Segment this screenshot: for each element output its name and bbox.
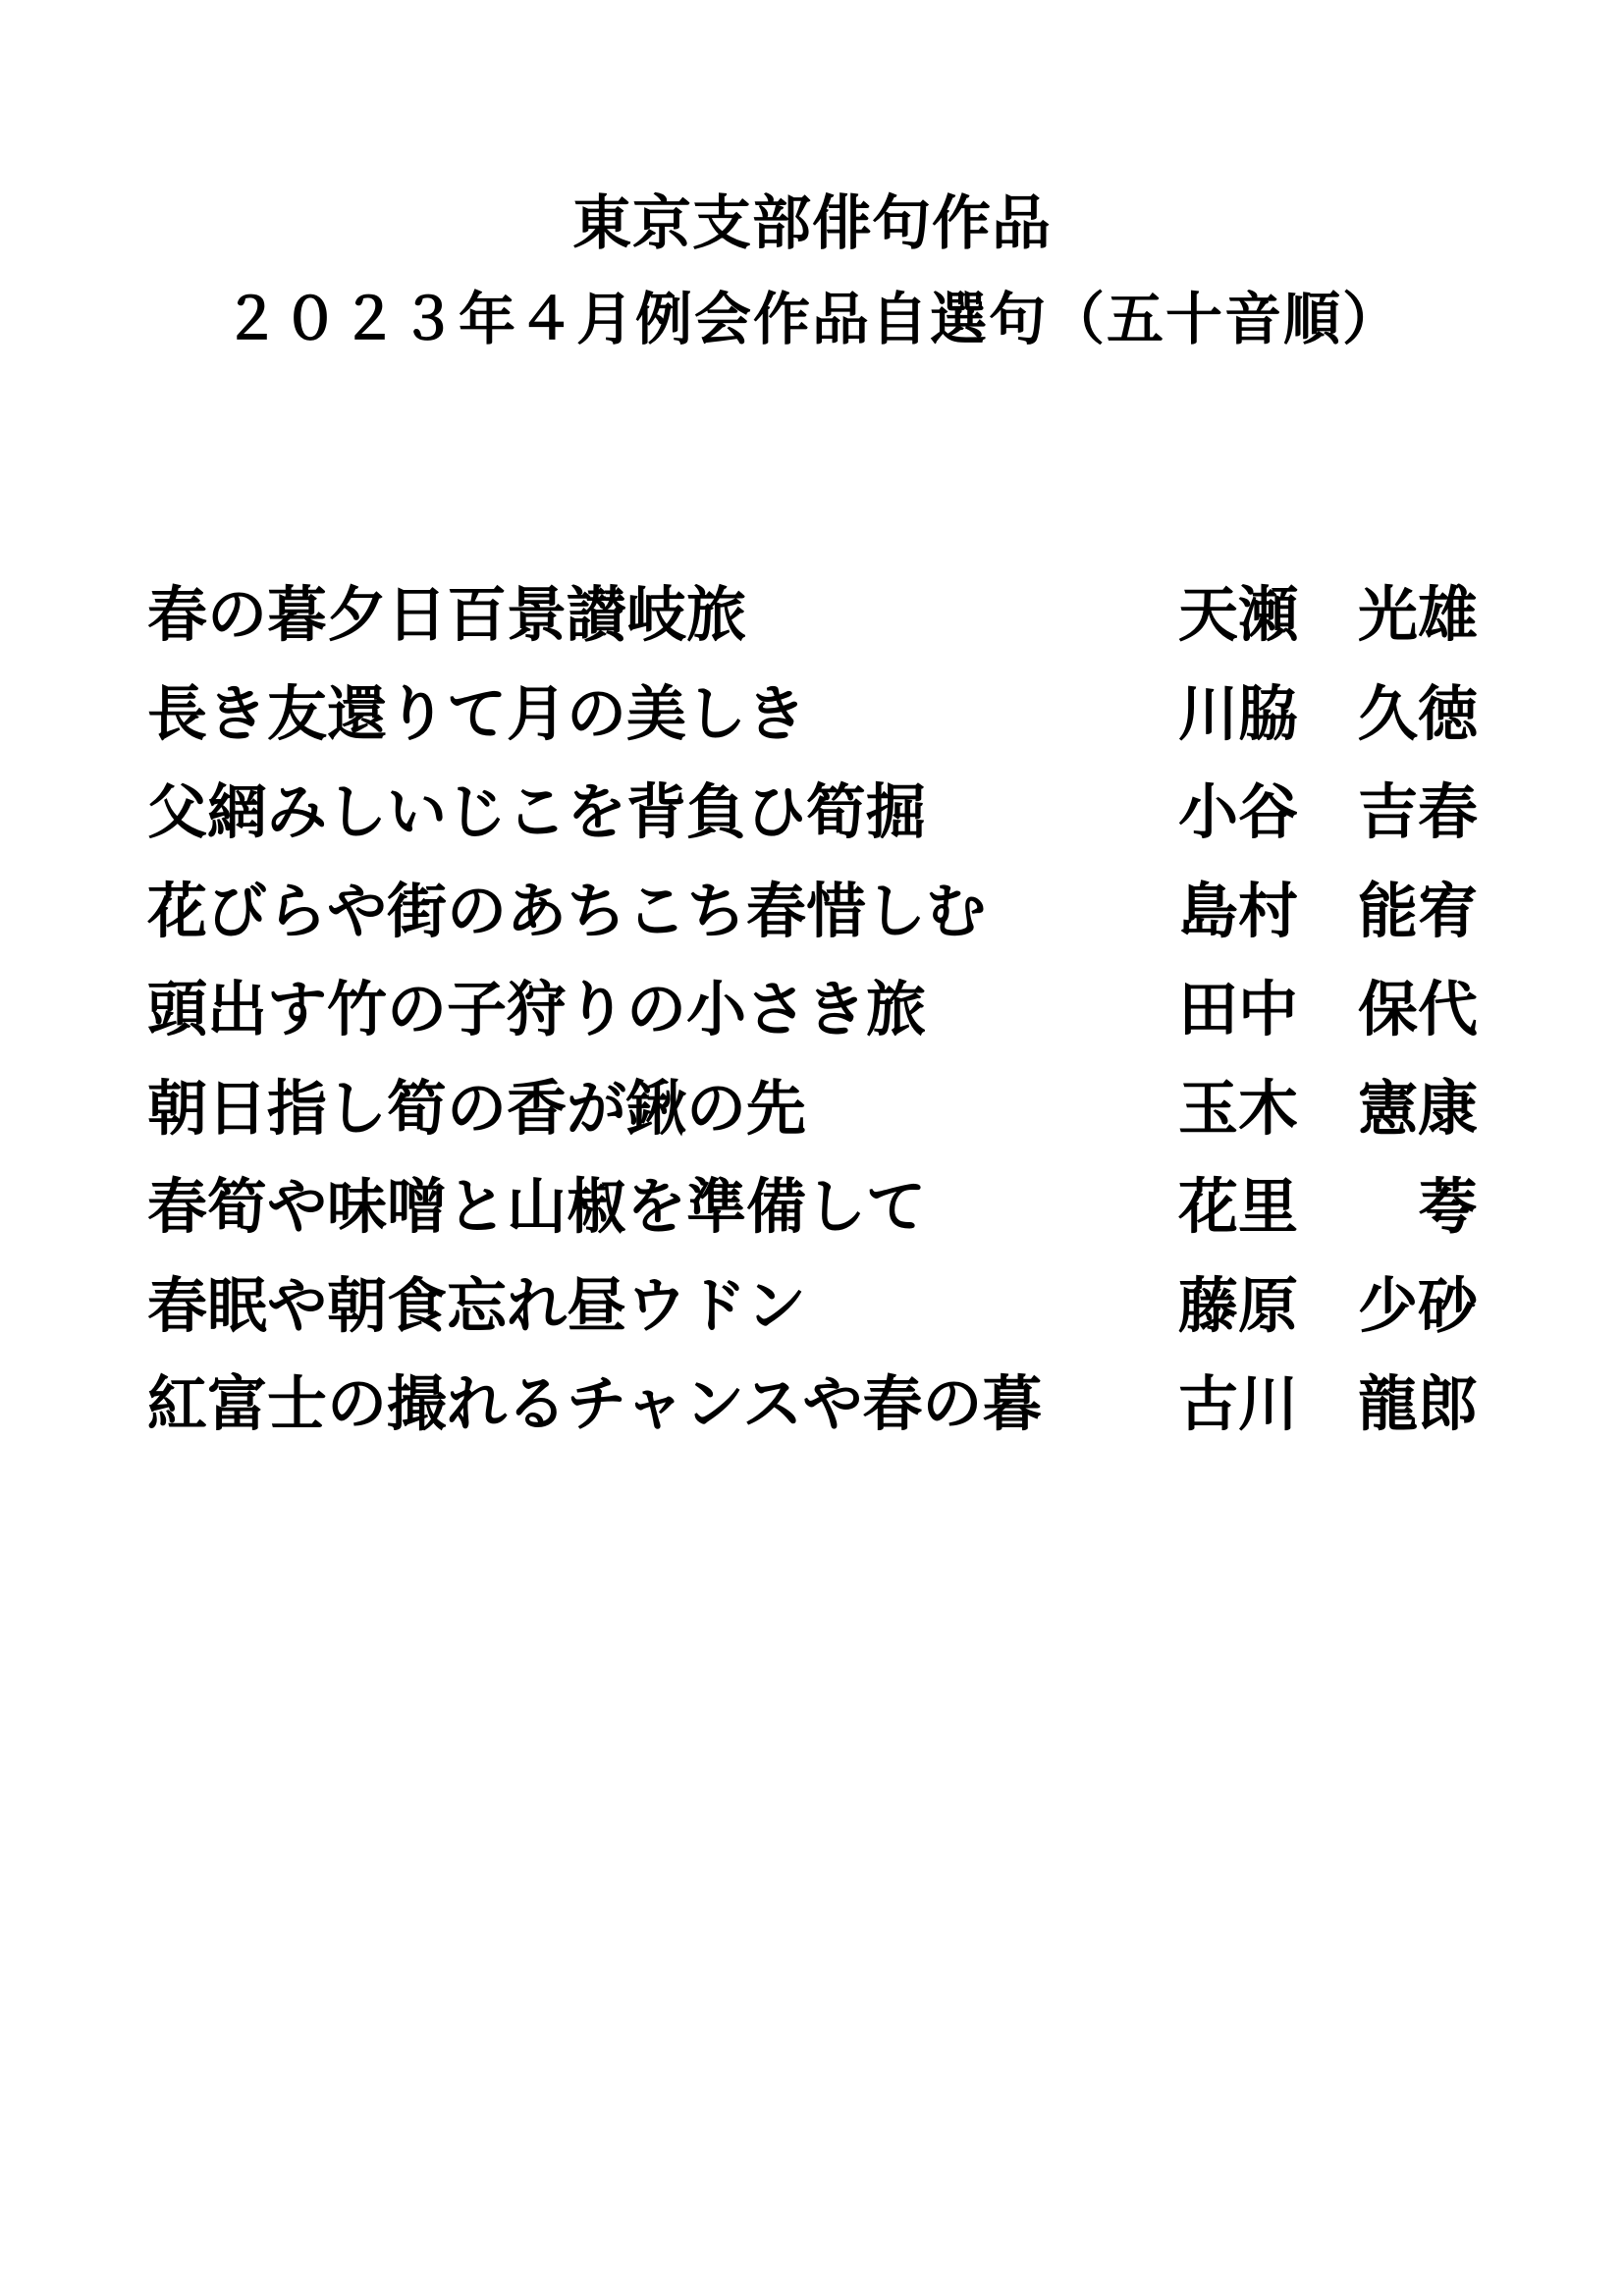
haiku-text: 長き友還りて月の美しき xyxy=(147,678,807,749)
author-given-name: 光雄 xyxy=(1357,580,1478,650)
haiku-row xyxy=(0,863,1624,962)
haiku-row xyxy=(0,1158,1624,1257)
haiku-row xyxy=(0,1060,1624,1159)
haiku-text: 朝日指し筍の香が鍬の先 xyxy=(147,1073,807,1144)
author-given-name: 荂 xyxy=(1417,1172,1478,1242)
author-given-name: 少砂 xyxy=(1357,1270,1478,1341)
author-family-name: 天瀬 xyxy=(1178,580,1299,650)
author-family-name: 花里 xyxy=(1178,1172,1299,1242)
author-family-name: 藤原 xyxy=(1178,1270,1299,1341)
haiku-text: 父網みしいじこを背負ひ筍掘 xyxy=(147,777,927,847)
haiku-row xyxy=(0,666,1624,765)
author-given-name: 憲康 xyxy=(1357,1073,1478,1144)
haiku-row xyxy=(0,1257,1624,1357)
page-subtitle: ２０２３年４月例会作品自選句（五十音順） xyxy=(222,286,1401,352)
author-given-name: 龍郎 xyxy=(1357,1369,1478,1439)
haiku-text: 春の暮夕日百景讃岐旅 xyxy=(147,580,747,650)
haiku-text: 春眠や朝食忘れ昼ウドン xyxy=(147,1270,807,1341)
author-given-name: 能宥 xyxy=(1357,876,1478,946)
haiku-row xyxy=(0,764,1624,863)
author-given-name: 保代 xyxy=(1357,975,1478,1044)
author-family-name: 古川 xyxy=(1178,1369,1299,1439)
page-title: 東京支部俳句作品 xyxy=(572,189,1052,258)
haiku-text: 春筍や味噌と山椒を準備して xyxy=(147,1172,927,1242)
author-given-name: 久徳 xyxy=(1357,678,1478,749)
haiku-text: 紅富士の撮れるチャンスや春の暮 xyxy=(147,1369,1043,1439)
author-family-name: 小谷 xyxy=(1178,777,1299,847)
haiku-text: 花びらや街のあちこち春惜しむ xyxy=(147,876,987,946)
author-family-name: 島村 xyxy=(1178,876,1299,946)
haiku-row xyxy=(0,961,1624,1060)
haiku-row xyxy=(0,566,1624,666)
haiku-text: 頭出す竹の子狩りの小さき旅 xyxy=(147,975,927,1044)
author-family-name: 川脇 xyxy=(1178,678,1299,749)
author-family-name: 玉木 xyxy=(1178,1073,1299,1144)
haiku-row xyxy=(0,1356,1624,1455)
haiku-list xyxy=(0,566,1624,1455)
author-given-name: 吉春 xyxy=(1357,777,1478,847)
author-family-name: 田中 xyxy=(1178,975,1299,1044)
